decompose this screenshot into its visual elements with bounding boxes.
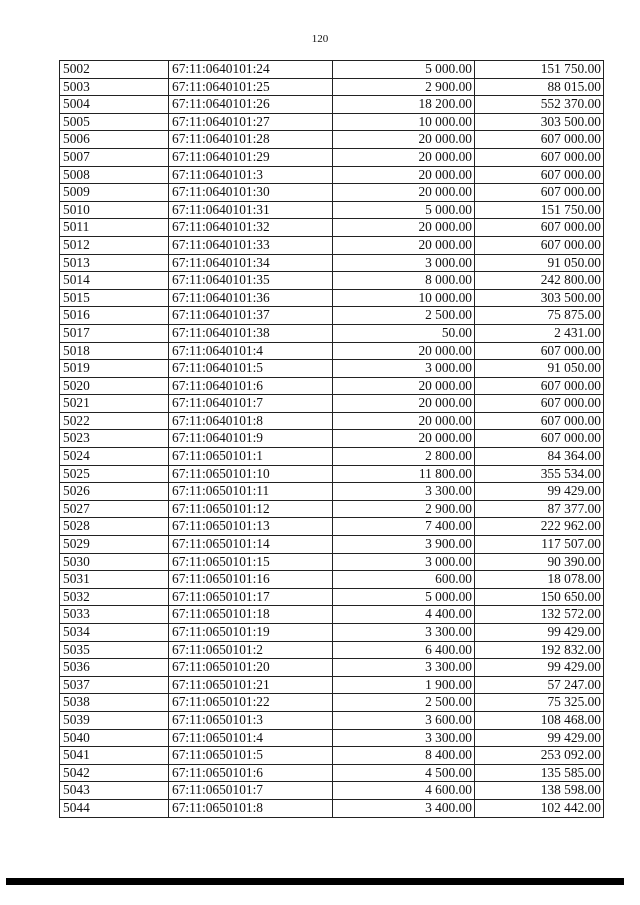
table-row (60, 166, 604, 184)
value-cell: 607 000.00 (475, 377, 604, 395)
row-number-cell: 5026 (60, 483, 169, 501)
value-cell: 132 572.00 (475, 606, 604, 624)
table-row (60, 289, 604, 307)
table-row (60, 219, 604, 237)
table-row (60, 518, 604, 536)
cadastral-number-cell: 67:11:0650101:3 (169, 711, 333, 729)
cadastral-number-cell: 67:11:0650101:13 (169, 518, 333, 536)
cadastral-number-cell: 67:11:0640101:25 (169, 78, 333, 96)
row-number-cell: 5009 (60, 184, 169, 202)
row-number-cell: 5005 (60, 113, 169, 131)
area-cell: 4 500.00 (333, 764, 475, 782)
value-cell: 151 750.00 (475, 61, 604, 79)
area-cell: 20 000.00 (333, 184, 475, 202)
value-cell: 87 377.00 (475, 500, 604, 518)
bottom-rule (6, 878, 624, 885)
value-cell: 57 247.00 (475, 676, 604, 694)
value-cell: 607 000.00 (475, 342, 604, 360)
table-row (60, 272, 604, 290)
value-cell: 75 325.00 (475, 694, 604, 712)
cadastral-number-cell: 67:11:0650101:15 (169, 553, 333, 571)
area-cell: 3 000.00 (333, 553, 475, 571)
area-cell: 20 000.00 (333, 131, 475, 149)
cadastral-number-cell: 67:11:0650101:20 (169, 659, 333, 677)
area-cell: 20 000.00 (333, 166, 475, 184)
table-row (60, 536, 604, 554)
cadastral-number-cell: 67:11:0650101:5 (169, 747, 333, 765)
table-row (60, 148, 604, 166)
table-row (60, 676, 604, 694)
table-row (60, 430, 604, 448)
row-number-cell: 5006 (60, 131, 169, 149)
cadastral-number-cell: 67:11:0640101:31 (169, 201, 333, 219)
row-number-cell: 5011 (60, 219, 169, 237)
value-cell: 242 800.00 (475, 272, 604, 290)
value-cell: 607 000.00 (475, 166, 604, 184)
cadastral-number-cell: 67:11:0640101:35 (169, 272, 333, 290)
row-number-cell: 5017 (60, 324, 169, 342)
area-cell: 3 000.00 (333, 360, 475, 378)
cadastral-number-cell: 67:11:0640101:8 (169, 412, 333, 430)
area-cell: 20 000.00 (333, 219, 475, 237)
area-cell: 3 600.00 (333, 711, 475, 729)
value-cell: 117 507.00 (475, 536, 604, 554)
cadastral-number-cell: 67:11:0640101:5 (169, 360, 333, 378)
row-number-cell: 5036 (60, 659, 169, 677)
area-cell: 20 000.00 (333, 412, 475, 430)
row-number-cell: 5030 (60, 553, 169, 571)
area-cell: 11 800.00 (333, 465, 475, 483)
table-row (60, 764, 604, 782)
cadastral-number-cell: 67:11:0650101:8 (169, 799, 333, 817)
area-cell: 10 000.00 (333, 113, 475, 131)
cadastral-number-cell: 67:11:0640101:34 (169, 254, 333, 272)
row-number-cell: 5033 (60, 606, 169, 624)
table-row (60, 96, 604, 114)
cadastral-number-cell: 67:11:0640101:24 (169, 61, 333, 79)
cadastral-number-cell: 67:11:0640101:33 (169, 236, 333, 254)
value-cell: 303 500.00 (475, 113, 604, 131)
table-row (60, 571, 604, 589)
table-row (60, 500, 604, 518)
row-number-cell: 5019 (60, 360, 169, 378)
area-cell: 3 300.00 (333, 483, 475, 501)
table-row (60, 360, 604, 378)
table-row (60, 782, 604, 800)
cadastral-number-cell: 67:11:0650101:11 (169, 483, 333, 501)
table-row (60, 483, 604, 501)
row-number-cell: 5027 (60, 500, 169, 518)
area-cell: 6 400.00 (333, 641, 475, 659)
cadastral-number-cell: 67:11:0640101:37 (169, 307, 333, 325)
value-cell: 303 500.00 (475, 289, 604, 307)
table-row (60, 448, 604, 466)
row-number-cell: 5043 (60, 782, 169, 800)
cadastral-number-cell: 67:11:0640101:30 (169, 184, 333, 202)
area-cell: 20 000.00 (333, 395, 475, 413)
area-cell: 5 000.00 (333, 201, 475, 219)
cadastral-number-cell: 67:11:0640101:6 (169, 377, 333, 395)
row-number-cell: 5007 (60, 148, 169, 166)
table-row (60, 606, 604, 624)
value-cell: 253 092.00 (475, 747, 604, 765)
table-row (60, 78, 604, 96)
table-row (60, 659, 604, 677)
value-cell: 99 429.00 (475, 624, 604, 642)
row-number-cell: 5004 (60, 96, 169, 114)
value-cell: 2 431.00 (475, 324, 604, 342)
row-number-cell: 5037 (60, 676, 169, 694)
table-row (60, 236, 604, 254)
area-cell: 2 900.00 (333, 78, 475, 96)
row-number-cell: 5024 (60, 448, 169, 466)
table-row (60, 624, 604, 642)
row-number-cell: 5021 (60, 395, 169, 413)
value-cell: 99 429.00 (475, 483, 604, 501)
row-number-cell: 5012 (60, 236, 169, 254)
table-row (60, 307, 604, 325)
value-cell: 88 015.00 (475, 78, 604, 96)
area-cell: 20 000.00 (333, 377, 475, 395)
value-cell: 607 000.00 (475, 148, 604, 166)
table-row (60, 711, 604, 729)
cadastral-number-cell: 67:11:0650101:12 (169, 500, 333, 518)
table-row (60, 641, 604, 659)
area-cell: 2 900.00 (333, 500, 475, 518)
row-number-cell: 5040 (60, 729, 169, 747)
value-cell: 138 598.00 (475, 782, 604, 800)
area-cell: 8 000.00 (333, 272, 475, 290)
table-row (60, 377, 604, 395)
value-cell: 135 585.00 (475, 764, 604, 782)
value-cell: 108 468.00 (475, 711, 604, 729)
cadastral-number-cell: 67:11:0640101:3 (169, 166, 333, 184)
cadastral-number-cell: 67:11:0640101:28 (169, 131, 333, 149)
row-number-cell: 5032 (60, 588, 169, 606)
cadastral-number-cell: 67:11:0650101:19 (169, 624, 333, 642)
row-number-cell: 5029 (60, 536, 169, 554)
cadastral-number-cell: 67:11:0640101:36 (169, 289, 333, 307)
area-cell: 600.00 (333, 571, 475, 589)
area-cell: 20 000.00 (333, 430, 475, 448)
value-cell: 99 429.00 (475, 729, 604, 747)
value-cell: 607 000.00 (475, 184, 604, 202)
area-cell: 2 800.00 (333, 448, 475, 466)
area-cell: 5 000.00 (333, 61, 475, 79)
cadastral-number-cell: 67:11:0650101:22 (169, 694, 333, 712)
row-number-cell: 5039 (60, 711, 169, 729)
area-cell: 3 000.00 (333, 254, 475, 272)
table-row (60, 61, 604, 79)
value-cell: 607 000.00 (475, 219, 604, 237)
row-number-cell: 5023 (60, 430, 169, 448)
cadastral-number-cell: 67:11:0650101:2 (169, 641, 333, 659)
area-cell: 18 200.00 (333, 96, 475, 114)
row-number-cell: 5031 (60, 571, 169, 589)
table-row (60, 412, 604, 430)
area-cell: 3 900.00 (333, 536, 475, 554)
table-row (60, 254, 604, 272)
value-cell: 192 832.00 (475, 641, 604, 659)
row-number-cell: 5016 (60, 307, 169, 325)
row-number-cell: 5003 (60, 78, 169, 96)
cadastral-number-cell: 67:11:0640101:27 (169, 113, 333, 131)
cadastral-number-cell: 67:11:0650101:10 (169, 465, 333, 483)
cadastral-number-cell: 67:11:0640101:32 (169, 219, 333, 237)
row-number-cell: 5010 (60, 201, 169, 219)
value-cell: 75 875.00 (475, 307, 604, 325)
table-row (60, 553, 604, 571)
row-number-cell: 5008 (60, 166, 169, 184)
page-number: 120 (311, 33, 329, 45)
row-number-cell: 5020 (60, 377, 169, 395)
row-number-cell: 5014 (60, 272, 169, 290)
value-cell: 99 429.00 (475, 659, 604, 677)
area-cell: 3 300.00 (333, 729, 475, 747)
row-number-cell: 5038 (60, 694, 169, 712)
value-cell: 607 000.00 (475, 131, 604, 149)
area-cell: 7 400.00 (333, 518, 475, 536)
cadastral-number-cell: 67:11:0650101:14 (169, 536, 333, 554)
table-row (60, 395, 604, 413)
area-cell: 20 000.00 (333, 342, 475, 360)
parcel-register-table (59, 60, 604, 818)
cadastral-number-cell: 67:11:0650101:16 (169, 571, 333, 589)
area-cell: 3 400.00 (333, 799, 475, 817)
table-row (60, 729, 604, 747)
cadastral-number-cell: 67:11:0640101:7 (169, 395, 333, 413)
row-number-cell: 5044 (60, 799, 169, 817)
value-cell: 151 750.00 (475, 201, 604, 219)
area-cell: 20 000.00 (333, 148, 475, 166)
table-row (60, 131, 604, 149)
table-row (60, 694, 604, 712)
cadastral-number-cell: 67:11:0650101:4 (169, 729, 333, 747)
value-cell: 91 050.00 (475, 254, 604, 272)
value-cell: 222 962.00 (475, 518, 604, 536)
area-cell: 8 400.00 (333, 747, 475, 765)
table-row (60, 465, 604, 483)
value-cell: 90 390.00 (475, 553, 604, 571)
cadastral-number-cell: 67:11:0650101:1 (169, 448, 333, 466)
table-row (60, 113, 604, 131)
area-cell: 50.00 (333, 324, 475, 342)
value-cell: 607 000.00 (475, 430, 604, 448)
table-body (60, 61, 604, 818)
area-cell: 10 000.00 (333, 289, 475, 307)
table-row (60, 324, 604, 342)
cadastral-number-cell: 67:11:0640101:29 (169, 148, 333, 166)
value-cell: 150 650.00 (475, 588, 604, 606)
table-row (60, 342, 604, 360)
cadastral-number-cell: 67:11:0650101:18 (169, 606, 333, 624)
area-cell: 1 900.00 (333, 676, 475, 694)
value-cell: 355 534.00 (475, 465, 604, 483)
row-number-cell: 5041 (60, 747, 169, 765)
value-cell: 607 000.00 (475, 236, 604, 254)
value-cell: 552 370.00 (475, 96, 604, 114)
table-row (60, 201, 604, 219)
area-cell: 4 400.00 (333, 606, 475, 624)
area-cell: 3 300.00 (333, 624, 475, 642)
area-cell: 4 600.00 (333, 782, 475, 800)
cadastral-number-cell: 67:11:0650101:21 (169, 676, 333, 694)
cadastral-number-cell: 67:11:0640101:9 (169, 430, 333, 448)
row-number-cell: 5002 (60, 61, 169, 79)
value-cell: 84 364.00 (475, 448, 604, 466)
row-number-cell: 5022 (60, 412, 169, 430)
cadastral-number-cell: 67:11:0640101:38 (169, 324, 333, 342)
table-row (60, 184, 604, 202)
cadastral-number-cell: 67:11:0640101:4 (169, 342, 333, 360)
row-number-cell: 5034 (60, 624, 169, 642)
cadastral-number-cell: 67:11:0650101:6 (169, 764, 333, 782)
table-row (60, 799, 604, 817)
cadastral-number-cell: 67:11:0650101:7 (169, 782, 333, 800)
table-row (60, 588, 604, 606)
value-cell: 91 050.00 (475, 360, 604, 378)
cadastral-number-cell: 67:11:0650101:17 (169, 588, 333, 606)
value-cell: 102 442.00 (475, 799, 604, 817)
row-number-cell: 5013 (60, 254, 169, 272)
row-number-cell: 5018 (60, 342, 169, 360)
area-cell: 2 500.00 (333, 307, 475, 325)
value-cell: 607 000.00 (475, 395, 604, 413)
row-number-cell: 5025 (60, 465, 169, 483)
row-number-cell: 5028 (60, 518, 169, 536)
area-cell: 5 000.00 (333, 588, 475, 606)
row-number-cell: 5015 (60, 289, 169, 307)
row-number-cell: 5042 (60, 764, 169, 782)
area-cell: 3 300.00 (333, 659, 475, 677)
area-cell: 20 000.00 (333, 236, 475, 254)
area-cell: 2 500.00 (333, 694, 475, 712)
value-cell: 18 078.00 (475, 571, 604, 589)
cadastral-number-cell: 67:11:0640101:26 (169, 96, 333, 114)
value-cell: 607 000.00 (475, 412, 604, 430)
row-number-cell: 5035 (60, 641, 169, 659)
table-row (60, 747, 604, 765)
